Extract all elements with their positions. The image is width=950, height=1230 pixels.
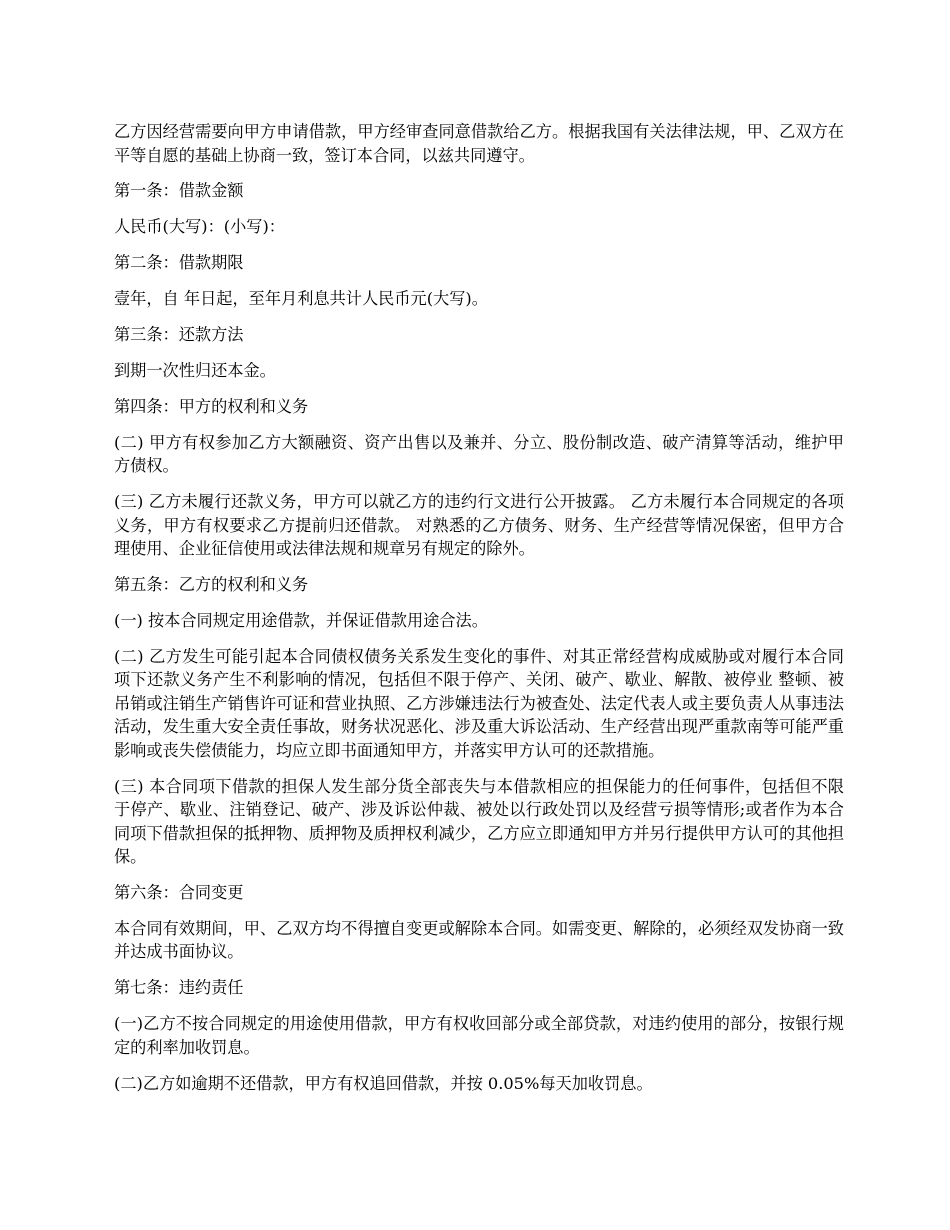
section-6-heading: 第六条：合同变更 (114, 882, 244, 902)
section-1-heading: 第一条：借款金额 (114, 181, 244, 201)
section-4-heading: 第四条：甲方的权利和义务 (114, 396, 309, 416)
section-1-paragraph-1: 人民币(大写)：(小写)： (114, 217, 285, 237)
section-2-paragraph-1: 壹年，自 年日起，至年月利息共计人民币元(大写)。 (114, 289, 488, 309)
section-5-paragraph-1: (一) 按本合同规定用途借款，并保证借款用途合法。 (114, 610, 488, 630)
document-page (114, 120, 844, 1107)
section-4-paragraph-1: (二) 甲方有权参加乙方大额融资、资产出售以及兼并、分立、股份制改造、破产清算等活动，维护甲方债权。 (114, 432, 844, 476)
section-7-paragraph-2: (二)乙方如逾期不还借款，甲方有权追回借款，并按 0.05%每天加收罚息。 (114, 1073, 653, 1093)
section-3-paragraph-1: 到期一次性归还本金。 (114, 360, 276, 380)
section-6-paragraph-1: 本合同有效期间，甲、乙双方均不得擅自变更或解除本合同。如需变更、解除的，必须经双发协商一致并达成书面协议。 (114, 918, 844, 962)
section-4-paragraph-2: (三) 乙方未履行还款义务，甲方可以就乙方的违约行文进行公开披露。 乙方未履行本合同规定的各项义务，甲方有权要求乙方提前归还借款。 对熟悉的乙方债务、财务、生产经营等情况保密，但甲方合理使用、企业征信使用或法律法规和规章另有规定的除外。 (114, 492, 844, 559)
section-5-paragraph-2: (二) 乙方发生可能引起本合同债权债务关系发生变化的事件、对其正常经营构成威胁或对履行本合同项下还款义务产生不利影响的情况，包括但不限于停产、关闭、破产、歇业、解散、被停业 整顿、被吊销或注销生产销售许可证和营业执照、乙方涉嫌违法行为被查处、法定代表人或主要负责人从事违法活动，发生重大安全责任事故，财务状况恶化、涉及重大诉讼活动、生产经营出现严重款南等可能严重影响或丧失偿债能力，均应立即书面通知甲方，并落实甲方认可的还款措施。 (114, 646, 844, 760)
section-7-paragraph-1: (一)乙方不按合同规定的用途使用借款，甲方有权收回部分或全部贷款，对违约使用的部分，按银行规定的利率加收罚息。 (114, 1014, 844, 1057)
section-3-heading: 第三条：还款方法 (114, 324, 244, 344)
section-2-heading: 第二条：借款期限 (114, 253, 244, 273)
section-7-heading: 第七条：违约责任 (114, 978, 244, 998)
intro-paragraph: 乙方因经营需要向甲方申请借款，甲方经审查同意借款给乙方。根据我国有关法律法规，甲、乙双方在平等自愿的基础上协商一致，签订本合同，以兹共同遵守。 (114, 122, 844, 165)
section-5-paragraph-3: (三) 本合同项下借款的担保人发生部分货全部丧失与本借款相应的担保能力的任何事件，包括但不限于停产、歇业、注销登记、破产、涉及诉讼仲裁、被处以行政处罚以及经营亏损等情形;或者作为本合同项下借款担保的抵押物、质押物及质押权利减少，乙方应立即通知甲方并另行提供甲方认可的其他担保。 (114, 776, 844, 867)
section-5-heading: 第五条：乙方的权利和义务 (114, 574, 309, 594)
